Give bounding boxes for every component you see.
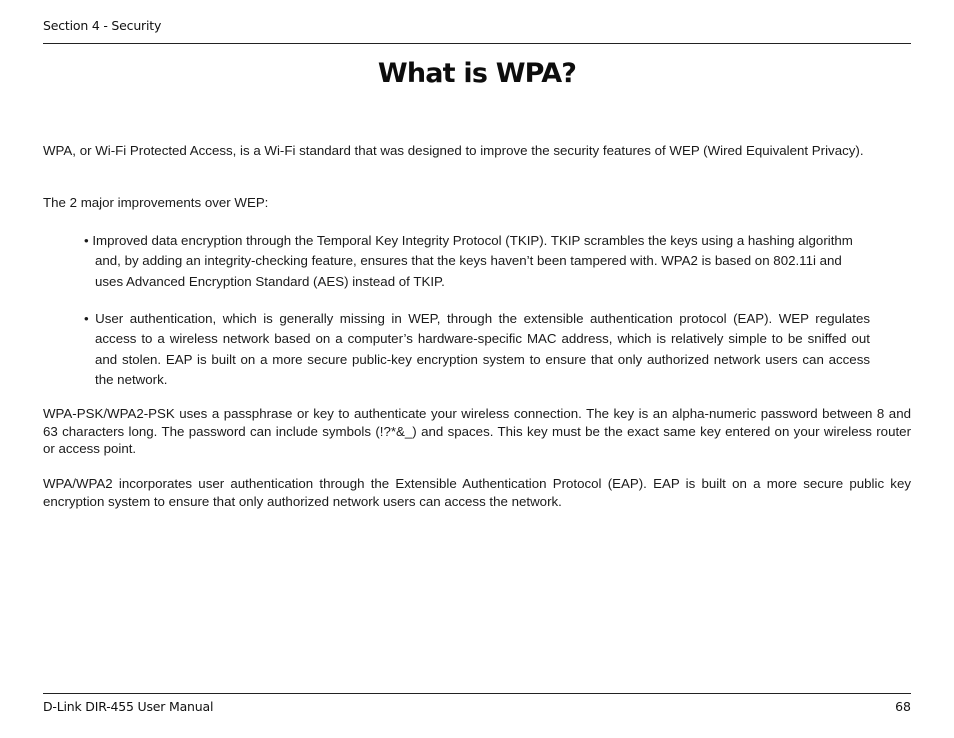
intro-paragraph: WPA, or Wi-Fi Protected Access, is a Wi-Fi standard that was designed to improve the security features of WEP (Wired Equivalent Privacy). [43,143,864,158]
manual-title: D-Link DIR-455 User Manual [43,699,214,714]
section-header: Section 4 - Security [43,18,162,33]
bullet-eap: • User authentication, which is generally missing in WEP, through the extensible authentication protocol (EAP). WEP regulates access to a wireless network based on a computer’s hardware-specific MAC address, which is relatively simple to be sniffed out and stolen. EAP is built on a more secure public-key encryption system to ensure that only authorized network users can access the network. [84,311,870,387]
header-divider [43,43,911,44]
page-number: 68 [895,699,911,714]
footer-divider [43,693,911,694]
psk-paragraph: WPA-PSK/WPA2-PSK uses a passphrase or key to authenticate your wireless connection. The key is an alpha-numeric password between 8 and 63 characters long. The password can include symbols (!?*&_) and spaces. This key must be the exact same key entered on your wireless router or access point. [43,406,911,456]
page-title: What is WPA? [377,58,577,89]
improvements-lead: The 2 major improvements over WEP: [43,195,269,210]
bullet-tkip: • Improved data encryption through the Temporal Key Integrity Protocol (TKIP). TKIP scrambles the keys using a hashing algorithm and, by adding an integrity-checking feature, ensures that the keys haven’t been tampered with. WPA2 is based on 802.11i and uses Advanced Encryption Standard (AES) instead of TKIP. [84,233,853,289]
enterprise-paragraph: WPA/WPA2 incorporates user authentication through the Extensible Authentication Protocol (EAP). EAP is built on a more secure public key encryption system to ensure that only authorized network users can access the network. [43,476,911,509]
